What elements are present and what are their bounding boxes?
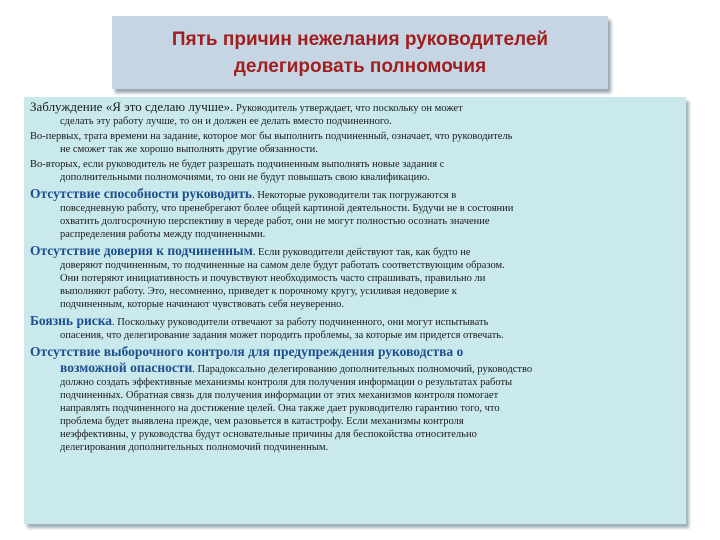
section-3-text-b: доверяют подчиненным, то подчиненные на самом деле будут работать соответствующим образом. <box>60 260 505 271</box>
section-4-text-a: . Поскольку руководители отвечают за работу подчиненного, они могут испытывать <box>112 317 489 328</box>
section-5-text-c: подчиненных. Обратная связь для получения информации от этих механизмов контроля помогает <box>60 390 499 401</box>
section-2-text-c: охватить долгосрочную перспективу в череде работ, они не могут полностью осознать значение <box>60 216 490 227</box>
section-5-heading-b: возможной опасности <box>60 360 193 375</box>
slide-title-line-1: Пять причин нежелания руководителей <box>171 28 549 50</box>
section-2-heading: Отсутствие способности руководить <box>30 186 253 201</box>
section-3-text-a: . Если руководители действуют так, как будто не <box>252 247 471 258</box>
section-2-text-a: . Некоторые руководители так погружаются в <box>252 190 457 201</box>
slide-title-line-2: делегировать полномочия <box>233 55 487 77</box>
section-4-heading: Боязнь риска <box>30 313 113 328</box>
section-5-text-a: . Парадоксально делегированию дополнительных полномочий, руководство <box>192 364 533 375</box>
section-5-heading-a: Отсутствие выборочного контроля для предупреждения руководства о <box>30 344 464 359</box>
section-1-p3-a: Во-вторых, если руководитель не будет разрешать подчиненным выполнять новые задания с <box>30 159 445 170</box>
section-5-text-e: проблема будет выявлена прежде, чем разовьется в катастрофу. Если механизмы контроля <box>60 416 464 427</box>
section-3-heading: Отсутствие доверия к подчиненным <box>30 243 253 258</box>
section-2-paragraph <box>30 186 678 202</box>
section-5-text-f: неэффективны, у руководства будут основательные причины для беспокойства относительно <box>60 429 477 440</box>
section-1-text-a: Руководитель утверждает, что поскольку он может <box>236 103 463 114</box>
section-3-text-d: выполняют работу. Это, несомненно, приведет к порочному кругу, усиливая недоверие к <box>60 286 457 297</box>
section-4-paragraph <box>30 313 678 329</box>
section-1-heading: Заблуждение «Я это сделаю лучше». <box>30 99 234 114</box>
section-2-text-b: повседневную работу, что пренебрегают более общей картиной деятельности. Будучи не в состоянии <box>60 203 514 214</box>
title-box <box>112 16 608 89</box>
section-5-paragraph <box>30 344 678 360</box>
section-3-paragraph <box>30 243 678 259</box>
section-3-text-e: подчиненным, которые начинают чувствовать себя неуверенно. <box>60 299 345 310</box>
section-1-p2-a: Во-первых, трата времени на задание, которое мог бы выполнить подчиненный, означает, что руководитель <box>30 131 513 142</box>
content-box <box>24 97 686 524</box>
section-4-text-b: опасения, что делегирование задания может породить проблемы, за которые им придется отвечать. <box>60 330 504 341</box>
section-5-text-g: делегирования дополнительных полномочий подчиненным. <box>60 442 329 453</box>
section-3-text-c: Они потеряют инициативность и почувствуют необходимость часто спрашивать, правильно ли <box>60 273 486 284</box>
section-1-text-b: сделать эту работу лучше, то он и должен ее делать вместо подчиненного. <box>60 116 392 127</box>
section-2-text-d: распределения работы между подчиненными. <box>60 229 266 240</box>
section-5-text-d: направлять подчиненного на достижение целей. Она также дает руководителю гарантию того, что <box>60 403 500 414</box>
section-1-p3-b: дополнительными полномочиями, то они не будут повышать свою квалификацию. <box>60 172 430 183</box>
section-5-text-b: должно создать эффективные механизмы контроля для получения информации о результатах работы <box>60 377 513 388</box>
section-5-paragraph-b <box>30 360 678 376</box>
section-1-paragraph <box>30 100 678 115</box>
section-1-p2-b: не сможет так же хорошо выполнять другие обязанности. <box>60 144 318 155</box>
